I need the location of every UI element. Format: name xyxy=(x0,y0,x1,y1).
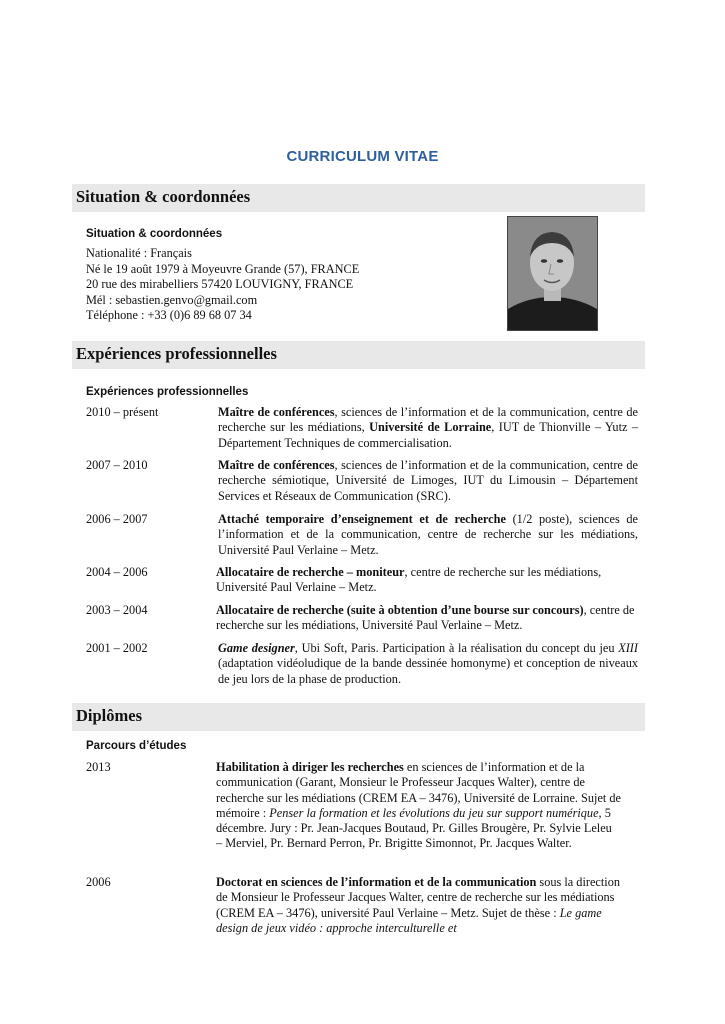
experience-date: 2003 – 2004 xyxy=(86,603,148,617)
experience-date: 2001 – 2002 xyxy=(86,641,148,655)
section-title: Expériences professionnelles xyxy=(76,344,277,363)
diploma-date: 2006 xyxy=(86,875,111,889)
section-title: Situation & coordonnées xyxy=(76,187,251,206)
section-diplomes-header xyxy=(72,703,645,731)
experience-entry: Allocataire de recherche – moniteur, centre de recherche sur les médiations, Université Paul Verlaine – Metz. xyxy=(216,565,602,595)
email-line: Mél : sebastien.genvo@gmail.com xyxy=(86,292,258,307)
diploma-entry: Doctorat en sciences de l’information et de la communication sous la direction de Monsieur le Professeur Jacques Walter, centre de recherche sur les médiations (CREM EA – 3476), université Paul Verlaine – Metz. Sujet de thèse : Le game design de jeux vidéo : approche interculturelle et xyxy=(216,875,621,935)
experience-entry: Maître de conférences, sciences de l’information et de la communication, centre de recherche sur les médiations, Université de Lorraine, IUT de Thionville – Yutz – Département Techniques de commercialisation. xyxy=(218,405,638,450)
diploma-date: 2013 xyxy=(86,760,111,774)
subheading-situation: Situation & coordonnées xyxy=(86,228,223,240)
section-title: Diplômes xyxy=(76,706,142,725)
nationality-line: Nationalité : Français xyxy=(86,246,192,260)
section-experiences-header xyxy=(72,341,645,369)
page-title: CURRICULUM VITAE xyxy=(286,148,439,165)
experience-entry: Allocataire de recherche (suite à obtention d’une bourse sur concours), centre de recherche sur les médiations, Université Paul Verlaine – Metz. xyxy=(216,603,635,633)
experience-entry: Game designer, Ubi Soft, Paris. Participation à la réalisation du concept du jeu XIII (adaptation vidéoludique de la bande dessinée homonyme) et conception de niveaux de jeu lors de la phase de production. xyxy=(218,641,638,686)
experience-date: 2010 – présent xyxy=(86,405,159,419)
subheading-experiences: Expériences professionnelles xyxy=(86,386,249,398)
experience-entry: Attaché temporaire d’enseignement et de recherche (1/2 poste), sciences de l’information et de la communication, centre de recherche sur les médiations, Université Paul Verlaine – Metz. xyxy=(218,512,638,557)
subheading-diplomes: Parcours d’études xyxy=(86,740,187,752)
phone-line: Téléphone : +33 (0)6 89 68 07 34 xyxy=(86,308,252,322)
experience-date: 2004 – 2006 xyxy=(86,565,148,579)
section-situation-header xyxy=(72,184,645,212)
address-line: 20 rue des mirabelliers 57420 LOUVIGNY, FRANCE xyxy=(86,277,354,291)
experience-date: 2007 – 2010 xyxy=(86,458,148,472)
diploma-entry: Habilitation à diriger les recherches en sciences de l’information et de la communication (Garant, Monsieur le Professeur Jacques Walter), centre de recherche sur les médiations (CREM EA – 3476), Université de Lorraine. Sujet de mémoire : Penser la formation et les évolutions du jeu sur support numérique, 5 décembre. Jury : Pr. Jean-Jacques Boutaud, Pr. Gilles Brougère, Pr. Sylvie Leleu – Merviel, Pr. Bernard Perron, Pr. Brigitte Simonnot, Pr. Jacques Walter. xyxy=(216,760,622,851)
birth-line: Né le 19 août 1979 à Moyeuvre Grande (57), FRANCE xyxy=(86,261,360,276)
experience-date: 2006 – 2007 xyxy=(86,512,148,526)
experience-entry: Maître de conférences, sciences de l’information et de la communication, centre de recherche sémiotique, Université de Limoges, IUT du Limousin – Département Services et Réseaux de Communication (SRC). xyxy=(218,458,638,503)
portrait-photo xyxy=(507,216,598,331)
contact-block xyxy=(86,246,359,324)
